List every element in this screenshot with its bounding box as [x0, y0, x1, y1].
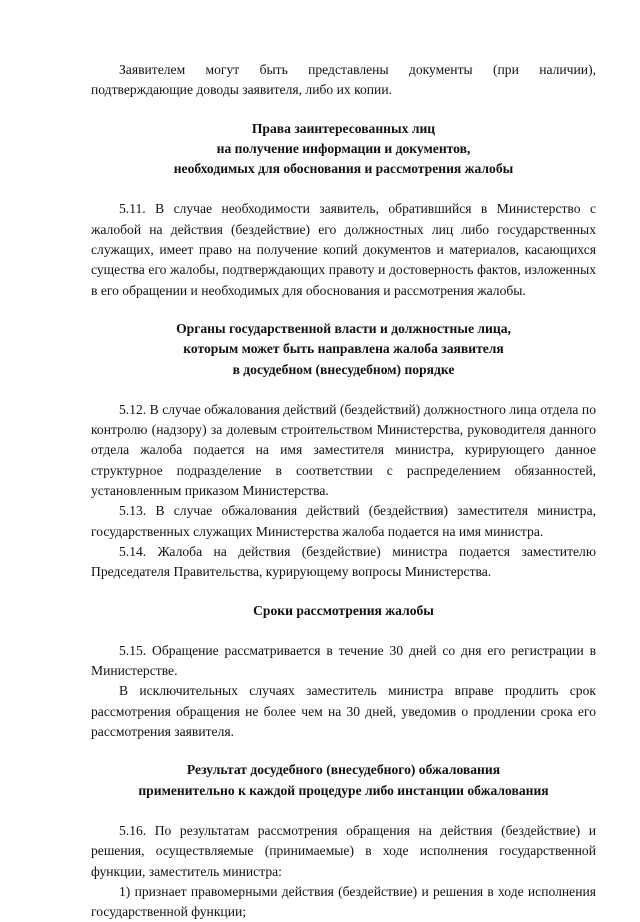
heading-result — [91, 760, 596, 801]
heading-terms — [91, 601, 596, 621]
heading-line: в досудебном (внесудебном) порядке — [232, 361, 455, 377]
heading-line: на получение информации и документов, — [216, 140, 471, 156]
paragraph-5-11: 5.11. В случае необходимости заявитель, обратившийся в Министерство с жалобой на действия (бездействие) его должностных лиц либо государственных служащих, имеет право на получение копий документов и материалов, касающихся существа его жалобы, подтверждающих правоту и достоверность фактов, изложенных в его обращении и необходимых для обоснования и рассмотрения жалобы. — [91, 201, 596, 298]
heading-line: Результат досудебного (внесудебного) обжалования — [186, 762, 501, 778]
heading-line: Права заинтересованных лиц — [251, 120, 436, 136]
paragraph-5-16-item-1: 1) признает правомерными действия (бездействие) и решения в ходе исполнения государственной функции; — [91, 883, 596, 920]
heading-line: применительно к каждой процедуре либо инстанции обжалования — [138, 782, 549, 798]
document-page — [91, 60, 596, 922]
paragraph-5-14: 5.14. Жалоба на действия (бездействие) министра подается заместителю Председателя Правительства, курирующему вопросы Министерства. — [91, 543, 596, 580]
paragraph-5-15-extension: В исключительных случаях заместитель министра вправе продлить срок рассмотрения обращения не более чем на 30 дней, уведомив о продлении срока его рассмотрения заявителя. — [91, 683, 596, 740]
heading-line: необходимых для обоснования и рассмотрения жалобы — [173, 161, 514, 177]
heading-line: которым может быть направлена жалоба заявителя — [183, 341, 504, 357]
heading-authorities — [91, 319, 596, 380]
paragraph-5-16: 5.16. По результатам рассмотрения обращения на действия (бездействие) и решения, осуществляемые (принимаемые) в ходе исполнения государственной функции, заместитель министра: — [91, 822, 596, 879]
heading-rights — [91, 119, 596, 180]
heading-line: Органы государственной власти и должностные лица, — [176, 320, 511, 336]
paragraph-5-15: 5.15. Обращение рассматривается в течение 30 дней со дня его регистрации в Министерстве. — [91, 642, 596, 679]
heading-line: Сроки рассмотрения жалобы — [253, 602, 434, 618]
paragraph-5-12: 5.12. В случае обжалования действий (бездействий) должностного лица отдела по контролю (надзору) за долевым строительством Министерства, руководителя данного отдела жалоба подается на имя заместителя министра, курирующего данное структурное подразделение в соответствии с распределением обязанностей, установленным приказом Министерства. — [91, 401, 596, 499]
paragraph-5-13: 5.13. В случае обжалования действий (бездействия) заместителя министра, государственных служащих Министерства жалоба подается на имя министра. — [91, 503, 596, 539]
intro-paragraph: Заявителем могут быть представлены документы (при наличии), подтверждающие доводы заявителя, либо их копии. — [91, 62, 596, 98]
